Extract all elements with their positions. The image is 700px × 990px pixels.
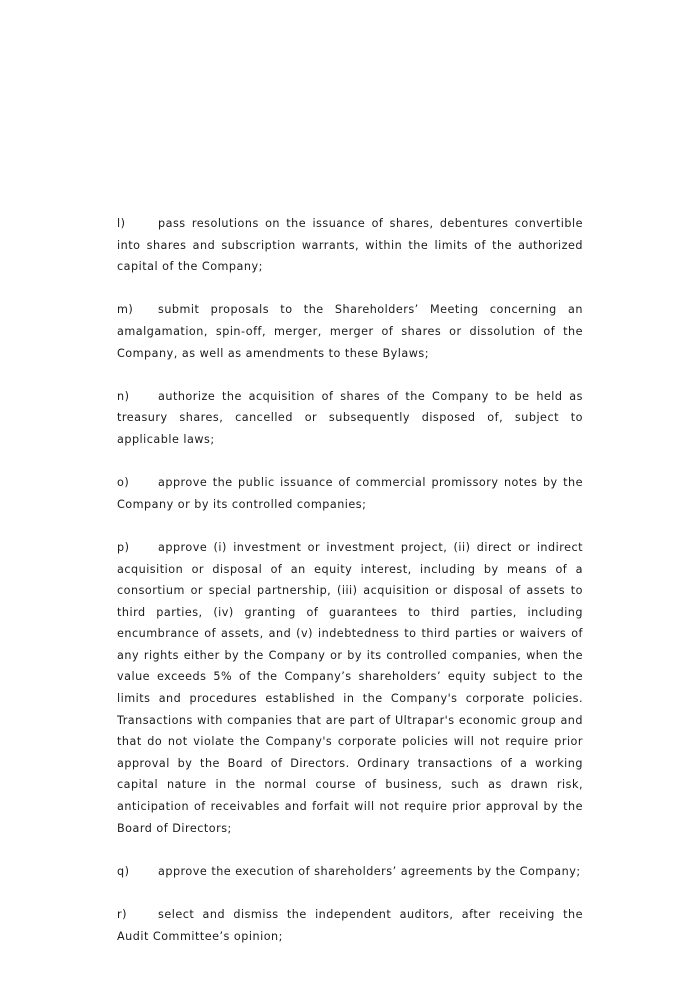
clause-text: select and dismiss the independent auditors, after receiving the Audit Committee’s opinion; — [117, 908, 583, 943]
clause-marker: m) — [117, 303, 134, 317]
clause-marker: n) — [117, 389, 130, 403]
clause-m — [117, 299, 583, 364]
bylaws-clause-list — [117, 213, 583, 969]
clause-l — [117, 213, 583, 278]
clause-r — [117, 904, 583, 947]
clause-marker: p) — [117, 540, 130, 554]
clause-marker: o) — [117, 476, 130, 490]
clause-text: pass resolutions on the issuance of shares, debentures convertible into shares and subscription warrants, within the limits of the authorized capital of the Company; — [117, 217, 583, 274]
clause-marker: l) — [117, 217, 126, 230]
clause-o — [117, 472, 583, 515]
clause-p — [117, 537, 583, 839]
clause-q — [117, 861, 583, 883]
clause-text: approve (i) investment or investment project, (ii) direct or indirect acquisition or disposal of an equity interest, including by means of a consortium or special partnership, (iii) acquisition or disposal of assets to third parties, (iv) granting of guarantees to third parties, including encumbrance of assets, and (v) indebtedness to third parties or waivers of any rights either by the Company or by its controlled companies, when the value exceeds 5% of the Company’s shareholders’ equity subject to the limits and procedures established in the Company's corporate policies. Transactions with companies that are part of Ultrapar's economic group and that do not violate the Company's corporate policies will not require prior approval by the Board of Directors. Ordinary transactions of a working capital nature in the normal course of business, such as drawn risk, anticipation of receivables and forfait will not require prior approval by the Board of Directors; — [117, 540, 583, 835]
clause-n — [117, 386, 583, 451]
clause-text: approve the public issuance of commercial promissory notes by the Company or by its controlled companies; — [117, 476, 583, 511]
clause-marker: r) — [117, 908, 127, 921]
clause-marker: q) — [117, 864, 130, 878]
clause-text: authorize the acquisition of shares of the Company to be held as treasury shares, cancelled or subsequently disposed of, subject to applicable laws; — [117, 389, 583, 446]
clause-text: approve the execution of shareholders’ agreements by the Company; — [158, 864, 581, 878]
clause-text: submit proposals to the Shareholders’ Meeting concerning an amalgamation, spin-off, merger, merger of shares or dissolution of the Company, as well as amendments to these Bylaws; — [117, 303, 583, 360]
